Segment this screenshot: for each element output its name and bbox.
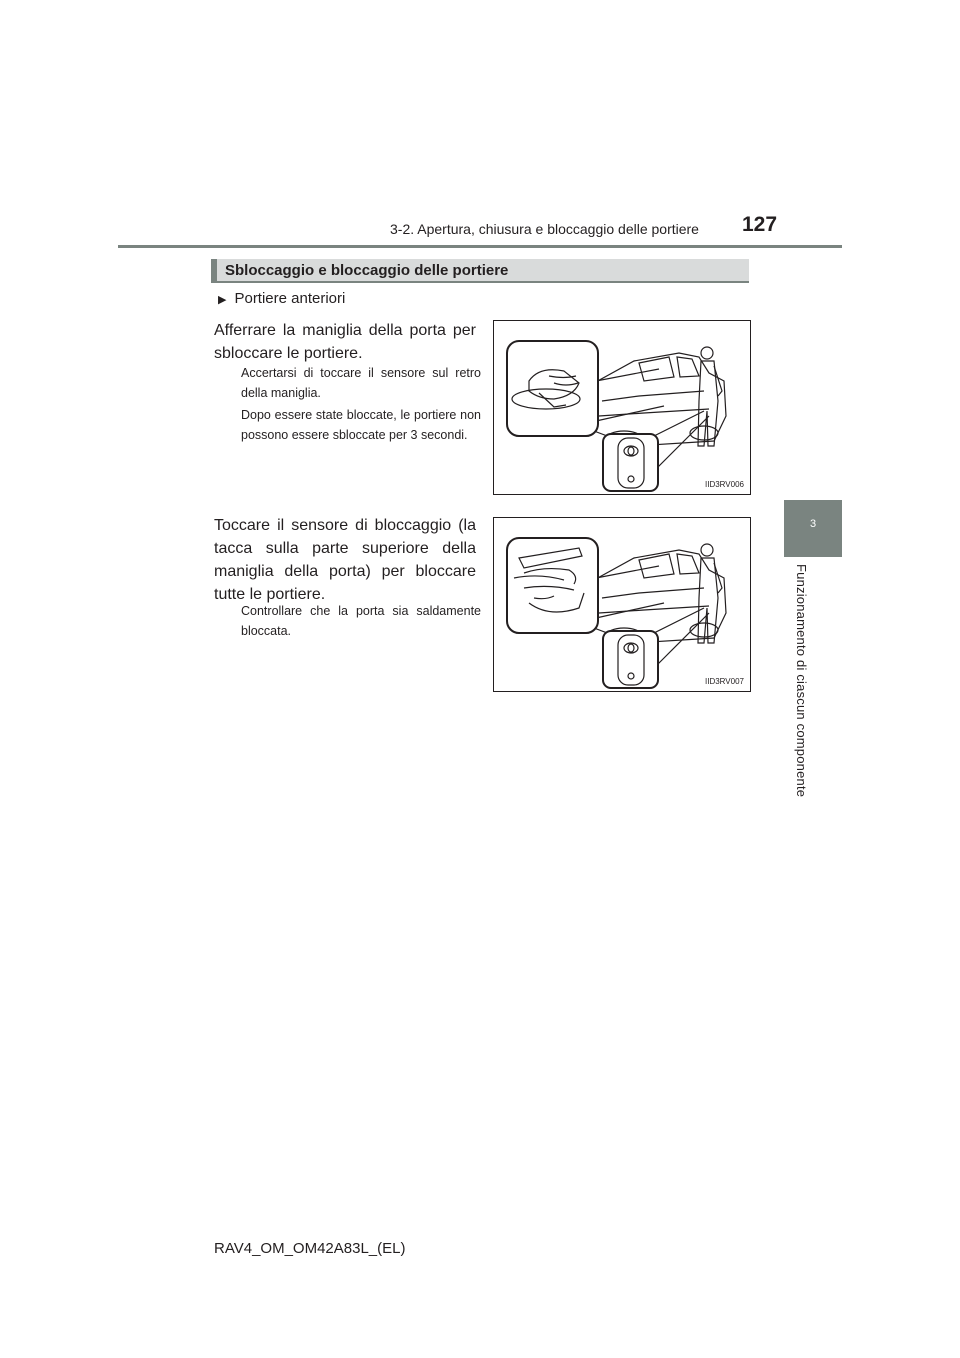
footer-document-code: RAV4_OM_OM42A83L_(EL) (214, 1240, 406, 1257)
car-door-unlock-illustration (494, 321, 750, 494)
step1-note-2: Dopo essere state bloccate, le portiere non possono essere sbloccate per 3 secondi. (241, 408, 481, 442)
car-door-lock-illustration (494, 518, 750, 691)
triangle-bullet-icon: ▶ (218, 294, 227, 306)
header-section-title: 3-2. Apertura, chiusura e bloccaggio delle portiere (390, 221, 699, 237)
figure-code: IID3RV006 (705, 480, 744, 489)
page-number: 127 (742, 213, 778, 236)
step1-instruction: Afferrare la maniglia della porta per sbloccare le portiere. (214, 322, 476, 362)
figure-code: IID3RV007 (705, 677, 744, 686)
bullet-label: Portiere anteriori (234, 290, 346, 307)
figure-lock-door (493, 517, 751, 692)
chapter-side-label: Funzionamento di ciascun componente (794, 564, 809, 798)
step2-instruction: Toccare il sensore di bloccaggio (la tacca sulla parte superiore della maniglia della porta) per bloccare tutte le portiere. (214, 517, 476, 603)
figure-unlock-door (493, 320, 751, 495)
bullet-item (218, 290, 345, 307)
step1-note-1: Accertarsi di toccare il sensore sul retro della maniglia. (241, 366, 481, 400)
section-heading-title: Sbloccaggio e bloccaggio delle portiere (225, 262, 509, 279)
header-divider (118, 245, 842, 248)
step2-note-1: Controllare che la porta sia saldamente bloccata. (241, 604, 481, 638)
chapter-tab-number: 3 (809, 518, 817, 530)
